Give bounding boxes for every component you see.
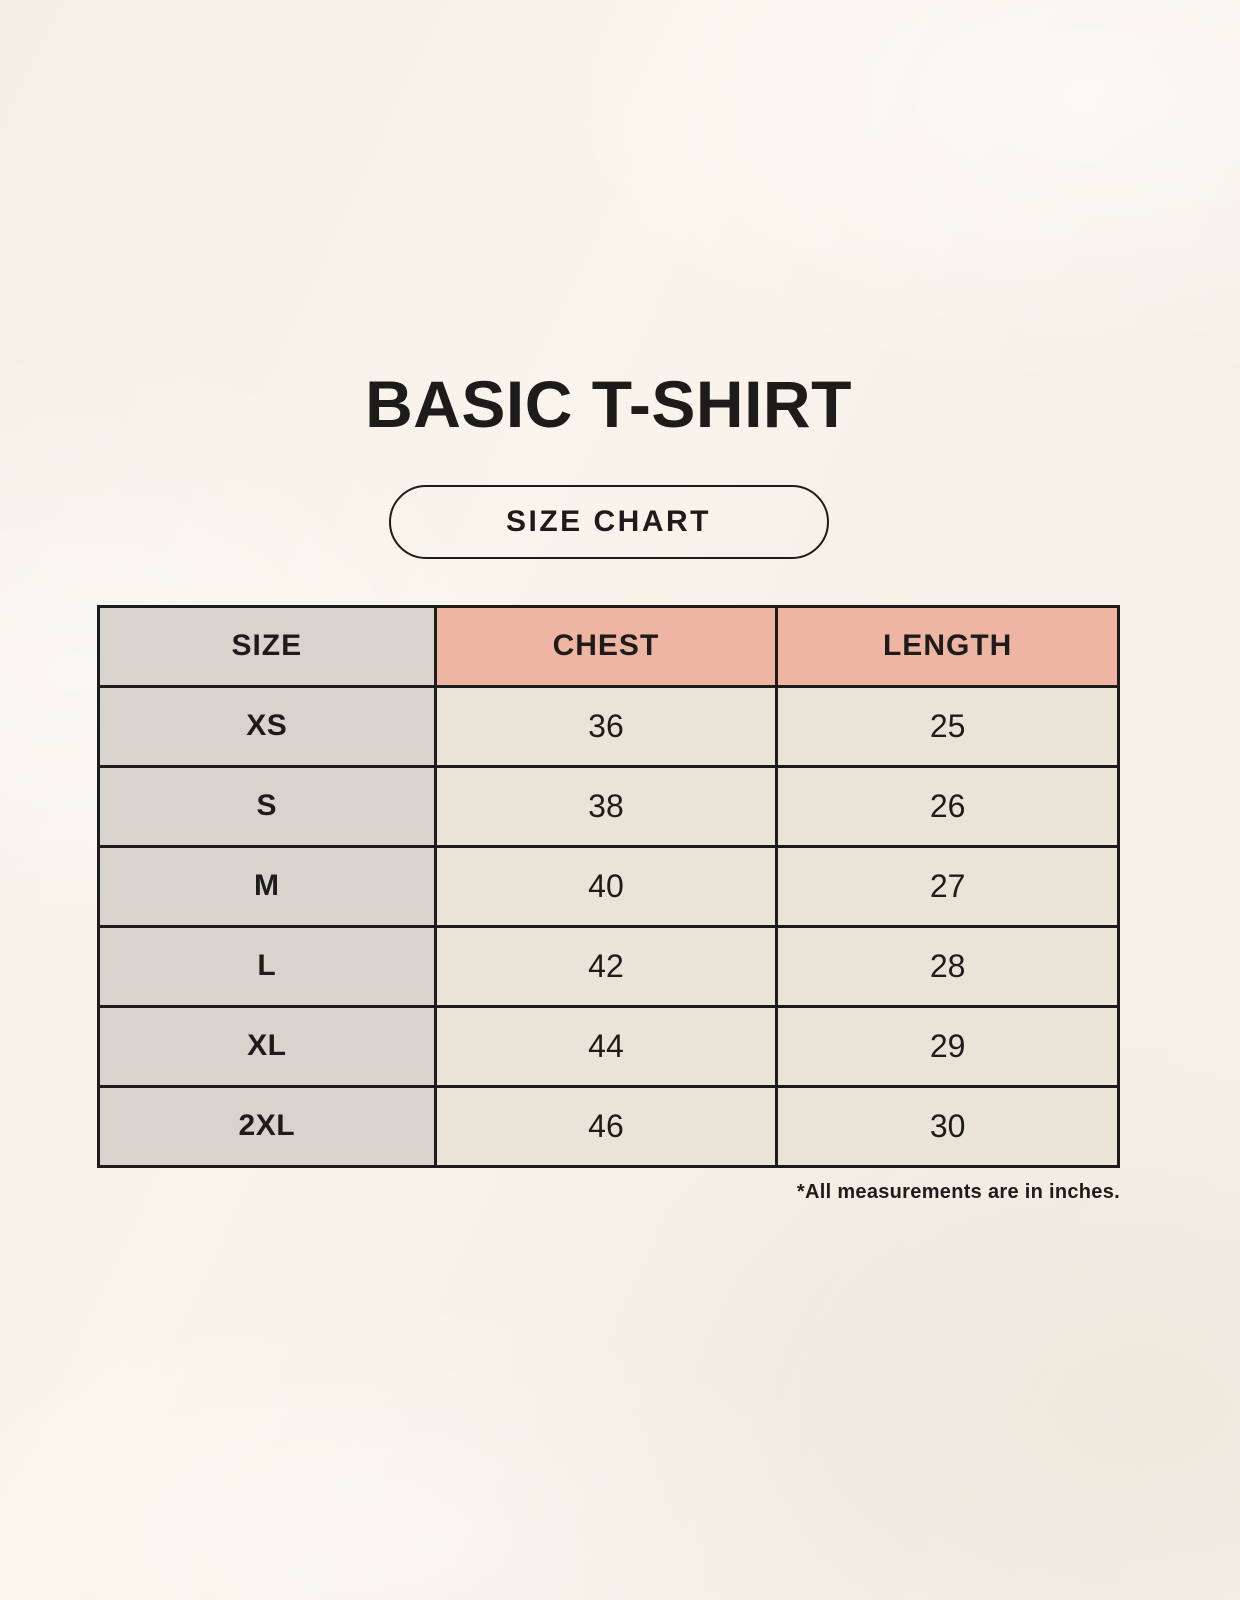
measurements-footnote: *All measurements are in inches.	[796, 1180, 1120, 1203]
chest-cell: 36	[435, 686, 777, 766]
length-cell: 29	[777, 1006, 1119, 1086]
size-cell: M	[99, 846, 436, 926]
size-chart-badge-label: SIZE CHART	[506, 504, 711, 538]
size-cell: S	[99, 766, 436, 846]
table-row	[99, 686, 1119, 766]
table-row	[99, 846, 1119, 926]
length-cell: 30	[777, 1086, 1119, 1166]
size-chart-badge	[389, 485, 829, 559]
page-title: BASIC T-SHIRT	[365, 367, 852, 441]
table-row	[99, 1086, 1119, 1166]
size-chart-table-body	[99, 686, 1119, 1166]
size-chart-card	[97, 0, 1120, 1204]
column-header-chest: CHEST	[435, 606, 777, 686]
size-cell: L	[99, 926, 436, 1006]
length-cell: 28	[777, 926, 1119, 1006]
size-cell: 2XL	[99, 1086, 436, 1166]
size-chart-table	[97, 605, 1120, 1168]
length-cell: 25	[777, 686, 1119, 766]
chest-cell: 40	[435, 846, 777, 926]
column-header-length: LENGTH	[777, 606, 1119, 686]
table-row	[99, 766, 1119, 846]
table-row	[99, 1006, 1119, 1086]
length-cell: 27	[777, 846, 1119, 926]
size-cell: XL	[99, 1006, 436, 1086]
length-cell: 26	[777, 766, 1119, 846]
chest-cell: 38	[435, 766, 777, 846]
chest-cell: 44	[435, 1006, 777, 1086]
table-header	[99, 606, 1119, 686]
chest-cell: 42	[435, 926, 777, 1006]
header-row	[99, 606, 1119, 686]
size-cell: XS	[99, 686, 436, 766]
column-header-size: SIZE	[99, 606, 436, 686]
chest-cell: 46	[435, 1086, 777, 1166]
table-row	[99, 926, 1119, 1006]
